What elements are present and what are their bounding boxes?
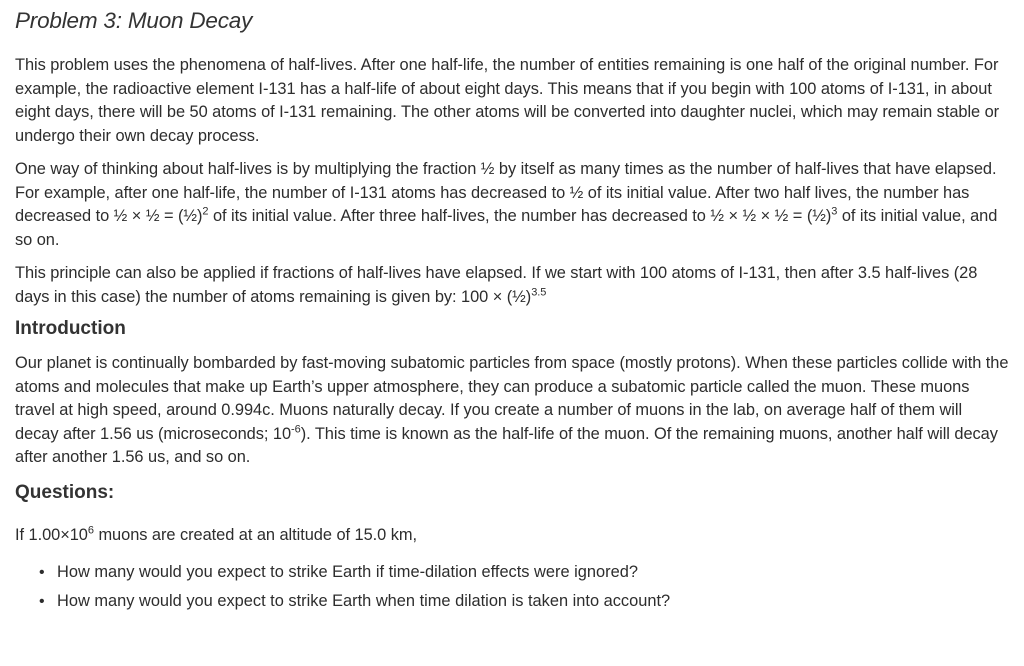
fraction-paragraph <box>15 158 1010 252</box>
question-2-text: How many would you expect to strike Earth when time dilation is taken into account? <box>57 591 671 610</box>
fraction-text-a: One way of thinking about half-lives is by multiplying the fraction ½ by itself as many times as the number of half-lives that have elapsed. For example, after one half-life, the number of I-131 atoms has decreased to ½ of its initial value. After two half lives, the number has decreased to ½ × ½ = (½) <box>15 160 997 225</box>
questions-list <box>15 561 1010 613</box>
fractional-half-lives-paragraph <box>15 262 1010 309</box>
half-life-paragraph: This problem uses the phenomena of half-lives. After one half-life, the number of entities remaining is one half of the original number. For example, the radioactive element I-131 has a half-life of about eight days. This means that if you begin with 100 atoms of I-131, in about eight days, there will be 50 atoms of I-131 remaining. The other atoms will be converted into daughter nuclei, which may remain stable or undergo their own decay process. <box>15 56 1000 145</box>
questions-lead-b: muons are created at an altitude of 15.0 km, <box>93 525 417 544</box>
list-item <box>39 590 1010 614</box>
questions-heading: Questions: <box>15 481 115 503</box>
introduction-text-b: ). This time is known as the half-life of the muon. Of the remaining muons, another half will decay after another 1.56 us, and so on. <box>15 424 998 466</box>
fractional-text: This principle can also be applied if fractions of half-lives have elapsed. If we start with 100 atoms of I-131, then after 3.5 half-lives (28 days in this case) the number of atoms remaining is given by: 100 × (½) <box>15 264 978 306</box>
exponent-3: 3 <box>831 205 838 218</box>
questions-lead <box>15 524 1010 548</box>
introduction-text-a: Our planet is continually bombarded by fast-moving subatomic particles from space (mostly protons). When these particles collide with the atoms and molecules that make up Earth’s upper atmosphere, they can produce a subatomic particle called the muon. These muons travel at high speed, around 0.994c. Muons naturally decay. If you create a number of muons in the lab, on average half of them will decay after 1.56 us (microseconds; 10 <box>15 354 1009 443</box>
exponent-neg-6: -6 <box>291 423 301 436</box>
introduction-paragraph <box>15 352 1010 470</box>
fraction-text-c: of its initial value, and so on. <box>15 207 998 249</box>
introduction-heading: Introduction <box>15 318 126 339</box>
bullet-icon: • <box>39 564 45 581</box>
problem-title: Problem 3: Muon Decay <box>15 8 253 33</box>
list-item <box>39 561 1010 585</box>
exponent-3-5: 3.5 <box>531 286 547 299</box>
exponent-2: 2 <box>202 205 209 218</box>
fraction-text-b: of its initial value. After three half-lives, the number has decreased to ½ × ½ × ½ = (½) <box>208 207 832 225</box>
exponent-6: 6 <box>87 524 94 537</box>
question-1-text: How many would you expect to strike Earth if time-dilation effects were ignored? <box>57 563 638 581</box>
bullet-icon: • <box>39 592 45 610</box>
questions-lead-a: If 1.00×10 <box>15 525 88 544</box>
